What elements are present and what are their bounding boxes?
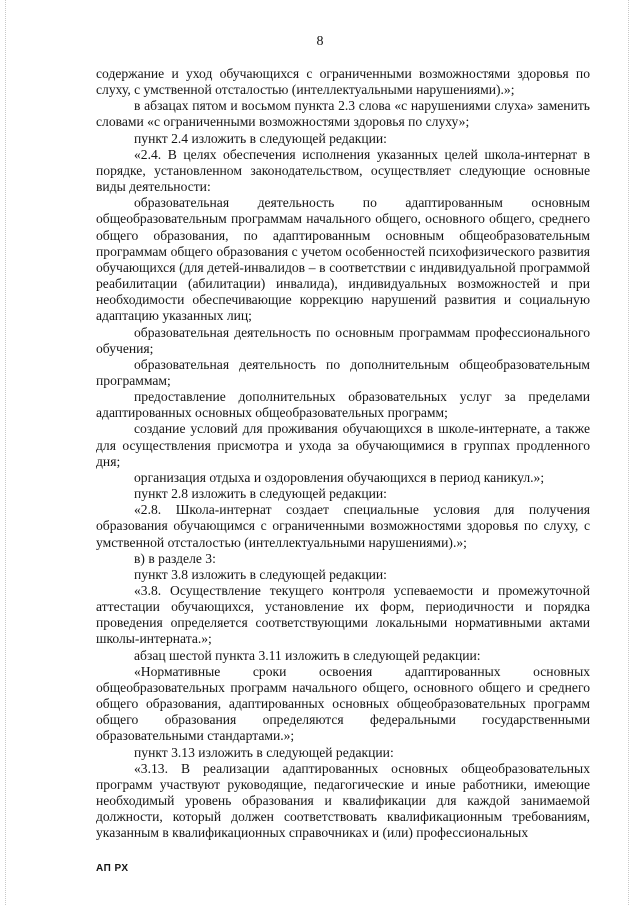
paragraph: предоставление дополнительных образовательных услуг за пределами адаптированных основных общеобразовательных программ; bbox=[96, 389, 590, 421]
paragraph: абзац шестой пункта 3.11 изложить в следующей редакции: bbox=[134, 647, 481, 663]
paragraph: пункт 3.8 изложить в следующей редакции: bbox=[134, 566, 387, 582]
paragraph: образовательная деятельность по основным программам профессионального обучения; bbox=[96, 324, 590, 356]
paragraph: пункт 3.13 изложить в следующей редакции: bbox=[134, 744, 394, 760]
paragraph: образовательная деятельность по дополнительным общеобразовательным программам; bbox=[96, 356, 590, 388]
footer-code: АП РХ bbox=[96, 863, 129, 874]
paragraph: организация отдыха и оздоровления обучающихся в период каникул.»; bbox=[134, 469, 545, 485]
paragraph: создание условий для проживания обучающихся в школе-интернате, а также для осуществления присмотра и ухода за обучающимися в группах продленного дня; bbox=[96, 421, 590, 469]
paragraph: образовательная деятельность по адаптированным основным общеобразовательным программам начального общего, основного общего, среднего общего образования, по адаптированным основным общеобразовательным программам общего образования с учетом особенностей психофизического развития обучающихся (для детей-инвалидов – в соответствии с индивидуальной программой реабилитации (абилитации) инвалида), индивидуальных возможностей и при необходимости обеспечивающие коррекцию нарушений развития и социальную адаптацию указанных лиц; bbox=[96, 195, 590, 324]
paragraph: в) в разделе 3: bbox=[134, 550, 216, 566]
scan-edge-right bbox=[628, 0, 630, 905]
paragraph: пункт 2.4 изложить в следующей редакции: bbox=[134, 130, 387, 146]
paragraph: «Нормативные сроки освоения адаптированных основных общеобразовательных программ начального общего, основного общего и среднего общего образования, адаптированных основных общеобразовательных программ общего образования определяются федеральными государственными образовательными стандартами.»; bbox=[96, 663, 590, 744]
paragraph: «3.8. Осуществление текущего контроля успеваемости и промежуточной аттестации обучающихся, установление их форм, периодичности и порядка проведения определяется соответствующими локальными нормативными актами школы-интерната.»; bbox=[96, 583, 590, 647]
paragraph: «2.8. Школа-интернат создает специальные условия для получения образования обучающимся с ограниченными возможностями здоровья по слуху, с умственной отсталостью (интеллектуальными нарушениями).»; bbox=[96, 502, 590, 550]
paragraph: «3.13. В реализации адаптированных основных общеобразовательных программ участвуют руководящие, педагогические и иные работники, имеющие необходимый уровень образования и квалификации для каждой занимаемой должности, который должен соответствовать квалификационным требованиям, указанным в квалификационных справочниках и (или) профессиональных bbox=[96, 760, 590, 841]
page-number: 8 bbox=[316, 34, 324, 49]
paragraph-continuation: содержание и уход обучающихся с ограниченными возможностями здоровья по слуху, с умственной отсталостью (интеллектуальными нарушениями).»; bbox=[96, 66, 590, 98]
paragraph: «2.4. В целях обеспечения исполнения указанных целей школа-интернат в порядке, установленном законодательством, осуществляет следующие основные виды деятельности: bbox=[96, 146, 590, 195]
document-body bbox=[96, 66, 590, 842]
paragraph: пункт 2.8 изложить в следующей редакции: bbox=[134, 486, 387, 502]
paragraph: в абзацах пятом и восьмом пункта 2.3 слова «с нарушениями слуха» заменить словами «с ограниченными возможностями здоровья по слуху»; bbox=[96, 98, 590, 130]
scan-edge-left bbox=[5, 0, 7, 905]
